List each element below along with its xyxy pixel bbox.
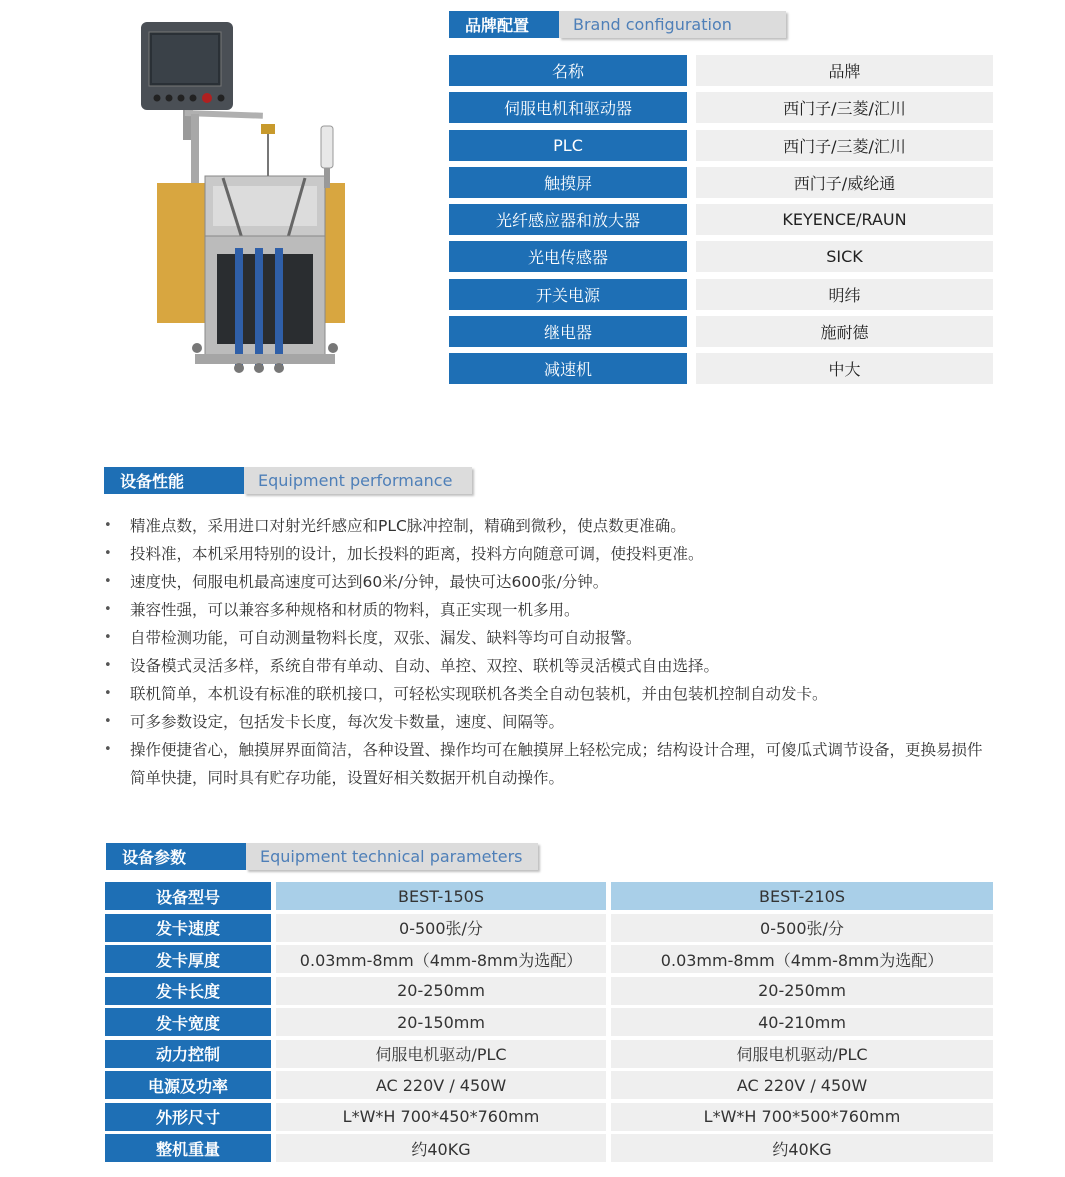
param-key: 发卡厚度 <box>105 945 271 973</box>
param-key: 发卡速度 <box>105 914 271 942</box>
param-col2: 0.03mm-8mm（4mm-8mm为选配） <box>611 945 993 973</box>
brand-key: 继电器 <box>449 316 687 347</box>
param-key: 发卡宽度 <box>105 1008 271 1036</box>
param-key: 发卡长度 <box>105 977 271 1005</box>
list-item: • 联机简单，本机设有标准的联机接口，可轻松实现联机各类全自动包装机，并由包装机控制自动发卡。 <box>104 680 984 708</box>
table-row <box>105 914 993 942</box>
param-col1: 20-250mm <box>276 977 606 1005</box>
table-row <box>105 1103 993 1131</box>
param-col1: L*W*H 700*450*760mm <box>276 1103 606 1131</box>
table-row <box>449 241 993 272</box>
brand-key: PLC <box>449 130 687 161</box>
brand-title-cn: 品牌配置 <box>449 11 559 38</box>
table-row <box>105 1071 993 1099</box>
machine-photo <box>135 18 365 383</box>
performance-title-en: Equipment performance <box>244 467 472 494</box>
list-item: • 操作便捷省心，触摸屏界面简洁，各种设置、操作均可在触摸屏上轻松完成；结构设计合理，可傻瓜式调节设备，更换易损件简单快捷，同时具有贮存功能，设置好相关数据开机自动操作。 <box>104 736 984 792</box>
param-col2: BEST-210S <box>611 882 993 910</box>
params-section-header <box>106 843 538 870</box>
brand-value: 西门子/威纶通 <box>696 167 993 198</box>
table-row <box>449 130 993 161</box>
brand-value: 施耐德 <box>696 316 993 347</box>
brand-value: KEYENCE/RAUN <box>696 204 993 235</box>
table-row <box>105 1134 993 1162</box>
param-col2: 0-500张/分 <box>611 914 993 942</box>
brand-key: 减速机 <box>449 353 687 384</box>
param-key: 动力控制 <box>105 1040 271 1068</box>
brand-key: 光电传感器 <box>449 241 687 272</box>
list-item: • 设备模式灵活多样，系统自带有单动、自动、单控、双控、联机等灵活模式自由选择。 <box>104 652 984 680</box>
brand-key: 光纤感应器和放大器 <box>449 204 687 235</box>
brand-value: SICK <box>696 241 993 272</box>
param-col1: AC 220V / 450W <box>276 1071 606 1099</box>
param-col1: 0.03mm-8mm（4mm-8mm为选配） <box>276 945 606 973</box>
table-row <box>449 92 993 123</box>
table-row <box>105 945 993 973</box>
brand-value: 西门子/三菱/汇川 <box>696 92 993 123</box>
brand-value: 明纬 <box>696 279 993 310</box>
params-title-en: Equipment technical parameters <box>246 843 538 870</box>
param-col1: 伺服电机驱动/PLC <box>276 1040 606 1068</box>
param-col2: 20-250mm <box>611 977 993 1005</box>
table-row <box>449 167 993 198</box>
performance-section-header <box>104 467 472 494</box>
param-key: 设备型号 <box>105 882 271 910</box>
brand-value: 西门子/三菱/汇川 <box>696 130 993 161</box>
brand-value: 中大 <box>696 353 993 384</box>
list-item: • 投料准，本机采用特别的设计，加长投料的距离，投料方向随意可调，使投料更准。 <box>104 540 984 568</box>
table-row <box>449 279 993 310</box>
param-col1: 0-500张/分 <box>276 914 606 942</box>
param-col1: 约40KG <box>276 1134 606 1162</box>
list-item: • 兼容性强，可以兼容多种规格和材质的物料，真正实现一机多用。 <box>104 596 984 624</box>
param-col1: 20-150mm <box>276 1008 606 1036</box>
table-row <box>449 55 993 86</box>
table-row <box>449 316 993 347</box>
brand-section-header <box>449 11 786 38</box>
brand-key: 触摸屏 <box>449 167 687 198</box>
param-key: 整机重量 <box>105 1134 271 1162</box>
brand-title-en: Brand configuration <box>559 11 786 38</box>
table-row <box>449 353 993 384</box>
params-title-cn: 设备参数 <box>106 843 246 870</box>
list-item: • 速度快，伺服电机最高速度可达到60米/分钟，最快可达600张/分钟。 <box>104 568 984 596</box>
param-key: 电源及功率 <box>105 1071 271 1099</box>
table-row <box>449 204 993 235</box>
brand-key: 开关电源 <box>449 279 687 310</box>
table-row <box>105 977 993 1005</box>
list-item: • 精准点数，采用进口对射光纤感应和PLC脉冲控制，精确到微秒，使点数更准确。 <box>104 512 984 540</box>
param-col2: AC 220V / 450W <box>611 1071 993 1099</box>
brand-key: 名称 <box>449 55 687 86</box>
param-col2: 伺服电机驱动/PLC <box>611 1040 993 1068</box>
brand-key: 伺服电机和驱动器 <box>449 92 687 123</box>
table-row <box>105 1008 993 1036</box>
list-item: • 自带检测功能，可自动测量物料长度，双张、漏发、缺料等均可自动报警。 <box>104 624 984 652</box>
table-row <box>105 1040 993 1068</box>
performance-title-cn: 设备性能 <box>104 467 244 494</box>
params-table <box>105 882 993 1166</box>
performance-list <box>104 512 984 792</box>
brand-value: 品牌 <box>696 55 993 86</box>
param-col2: 约40KG <box>611 1134 993 1162</box>
param-col2: 40-210mm <box>611 1008 993 1036</box>
table-header-row <box>105 882 993 910</box>
list-item: • 可多参数设定，包括发卡长度，每次发卡数量，速度、间隔等。 <box>104 708 984 736</box>
brand-table <box>449 55 993 391</box>
param-key: 外形尺寸 <box>105 1103 271 1131</box>
param-col1: BEST-150S <box>276 882 606 910</box>
param-col2: L*W*H 700*500*760mm <box>611 1103 993 1131</box>
